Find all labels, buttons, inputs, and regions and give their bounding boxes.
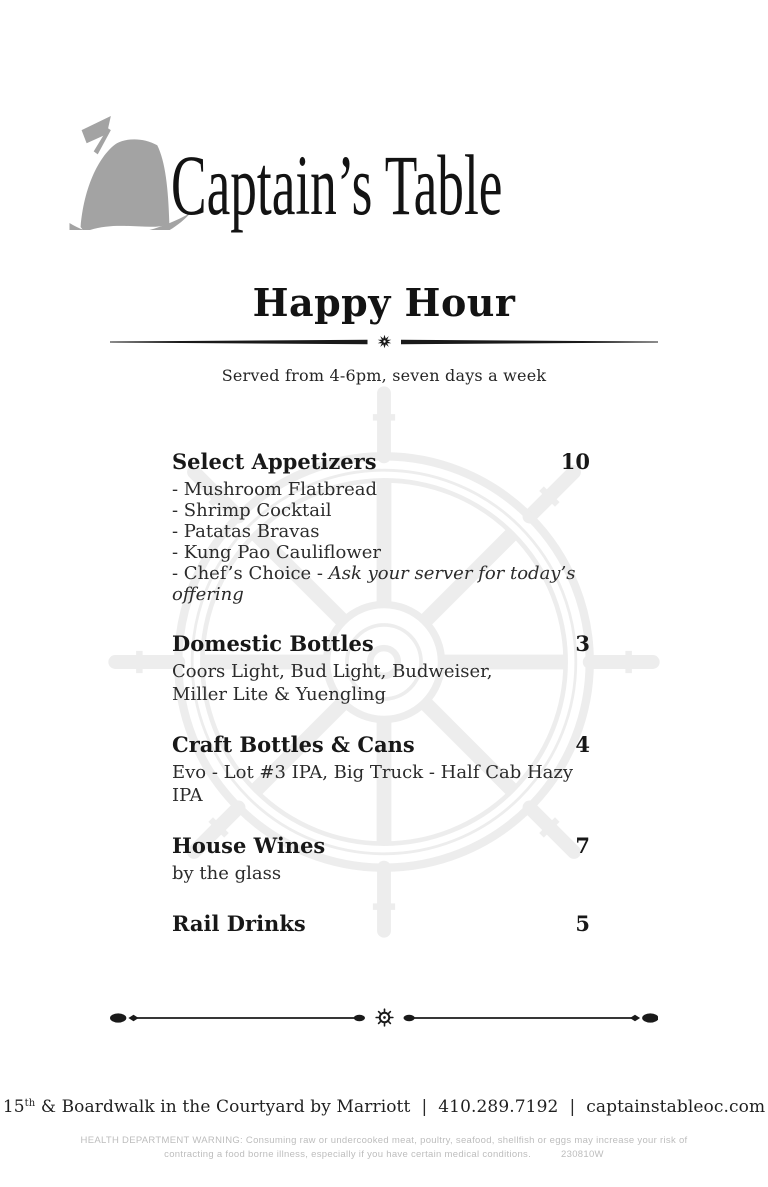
logo bbox=[0, 0, 768, 232]
divider-line-right bbox=[401, 339, 659, 345]
section-price: 3 bbox=[575, 631, 590, 656]
top-divider bbox=[110, 334, 658, 349]
menu-item-line: - Kung Pao Cauliflower bbox=[172, 542, 381, 563]
health-warning bbox=[0, 1134, 768, 1162]
section-name: Select Appetizers bbox=[172, 449, 377, 474]
chefs-choice-note: Ask your server for today’s offering bbox=[172, 563, 576, 605]
section-price: 7 bbox=[575, 833, 590, 858]
address-rest: & Boardwalk in the Courtyard by Marriott bbox=[35, 1097, 411, 1117]
section-name: Rail Drinks bbox=[172, 911, 306, 936]
health-warning-text: contracting a food borne illness, especially if you have certain medical conditions. bbox=[164, 1149, 532, 1160]
helm-icon bbox=[375, 1008, 394, 1027]
menu-item-line bbox=[172, 563, 590, 605]
footer-separator: | bbox=[421, 1097, 428, 1117]
rule-right bbox=[403, 1011, 659, 1025]
footer-separator: | bbox=[569, 1097, 576, 1117]
bottom-divider bbox=[110, 1008, 658, 1027]
menu-section-craft-bottles bbox=[172, 732, 590, 807]
menu-list bbox=[172, 449, 590, 936]
footer-website: captainstableoc.com bbox=[586, 1097, 766, 1117]
footer-contact-line bbox=[0, 1097, 768, 1117]
menu-item-line: - Shrimp Cocktail bbox=[172, 500, 332, 521]
footer-phone: 410.289.7192 bbox=[438, 1097, 559, 1117]
section-description-line: Coors Light, Bud Light, Budweiser, bbox=[172, 661, 493, 682]
rule-left bbox=[110, 1011, 366, 1025]
section-name: Domestic Bottles bbox=[172, 631, 374, 656]
section-name: Craft Bottles & Cans bbox=[172, 732, 415, 757]
address-ordinal: th bbox=[24, 1098, 36, 1109]
menu-code: 230810W bbox=[561, 1149, 604, 1160]
health-warning-line2 bbox=[0, 1148, 768, 1162]
eight-point-star-icon bbox=[377, 334, 392, 349]
section-price: 5 bbox=[575, 911, 590, 936]
section-description-line: by the glass bbox=[172, 863, 282, 884]
menu-section-domestic-bottles bbox=[172, 631, 590, 706]
menu-section-house-wines bbox=[172, 833, 590, 885]
subtitle: Served from 4-6pm, seven days a week bbox=[221, 366, 547, 385]
menu-section-rail-drinks bbox=[172, 911, 590, 936]
section-price: 10 bbox=[560, 449, 590, 474]
brand-name: Captain’s Table bbox=[170, 137, 503, 233]
address-number: 15 bbox=[2, 1097, 25, 1117]
menu-item-line: - Patatas Bravas bbox=[172, 521, 320, 542]
section-name: House Wines bbox=[172, 833, 326, 858]
chefs-choice-label: - Chef’s Choice - bbox=[172, 563, 329, 584]
divider-line-left bbox=[110, 339, 368, 345]
section-description-line: Evo - Lot #3 IPA, Big Truck - Half Cab Hazy IPA bbox=[172, 762, 574, 806]
health-warning-line1: HEALTH DEPARTMENT WARNING: Consuming raw or undercooked meat, poultry, seafood, shellfish or eggs may increase your risk of bbox=[80, 1135, 688, 1146]
section-description-line: Miller Lite & Yuengling bbox=[172, 684, 387, 705]
footer-address bbox=[3, 1097, 411, 1117]
page-title: Happy Hour bbox=[252, 280, 516, 325]
menu-section-select-appetizers bbox=[172, 449, 590, 605]
menu-item-line: - Mushroom Flatbread bbox=[172, 479, 377, 500]
section-price: 4 bbox=[575, 732, 590, 757]
